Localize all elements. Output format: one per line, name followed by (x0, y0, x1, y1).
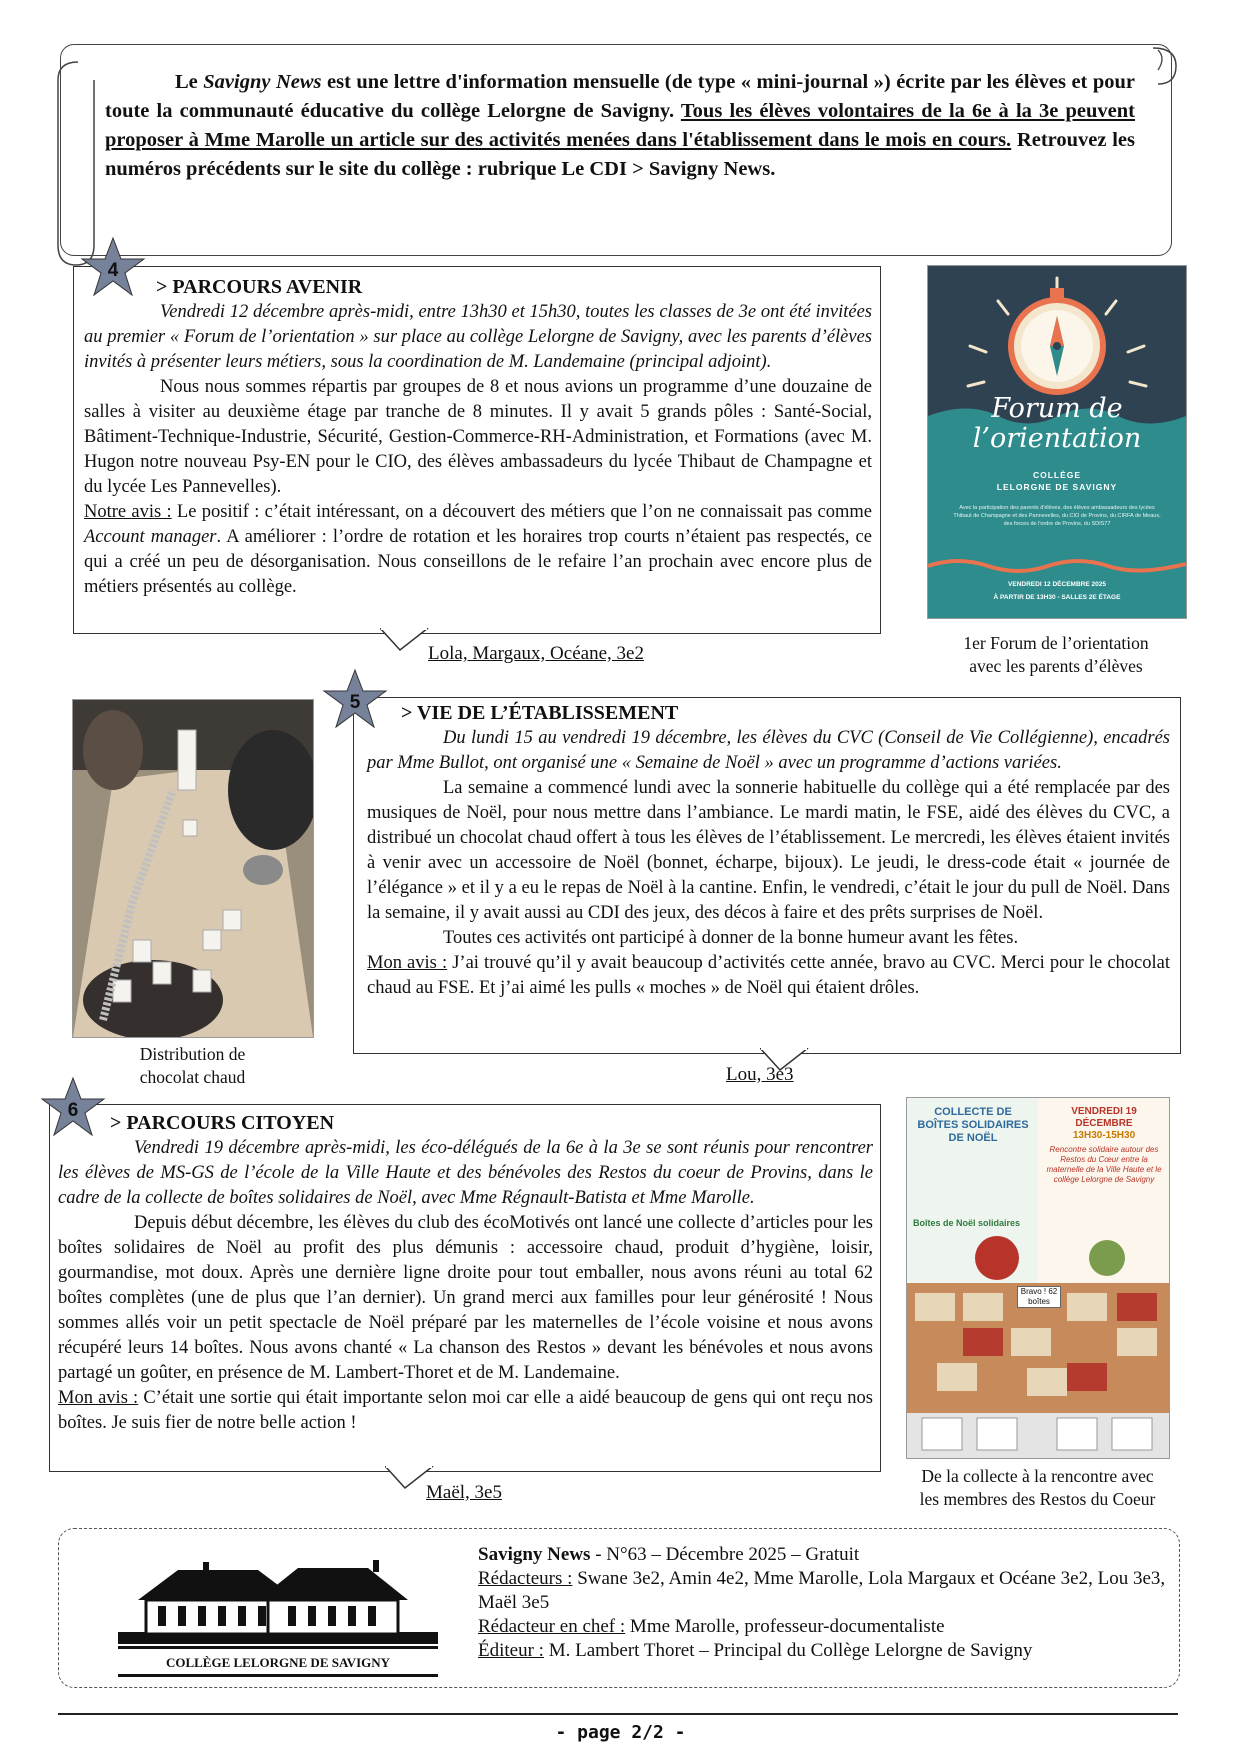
footer-divider (58, 1713, 1178, 1715)
svg-text:6: 6 (67, 1100, 79, 1121)
poster-sub-2: LELORGNE DE SAVIGNY (996, 482, 1118, 492)
poster-title-2: l’orientation (972, 423, 1142, 454)
intro-text: Le Savigny News est une lettre d'information mensuelle (de type « mini-journal ») écrite par les élèves et pour toute la communauté éducative du collège Lelorgne de Savigny. Tous les élèves volontaires de la 6e à la 3e peuvent proposer à Mme Marolle un article sur des activités menées dans l'établissement dans le mois en cours. Retrouvez les numéros précédents sur le site du collège : rubrique Le CDI > Savigny News. (105, 71, 1136, 180)
poster-title-1: Forum de (991, 393, 1123, 424)
article-4-text: > PARCOURS AVENIR Vendredi 12 décembre après-midi, entre 13h30 et 15h30, toutes les classes de 3e ont été invitées au premier « Forum de l’orientation » sur place au collège Lelorgne de Savigny, avec les parents d’élèves invités à présenter leurs métiers, sous la coordination de M. Landemaine (principal adjoint). Nous nous sommes répartis par groupes de 8 et nous avions un programme d’une douzaine de salles à visiter au deuxième étage par tranche de 8 minutes. Il y avait 5 grands pôles : Santé-Social, Bâtiment-Technique-Industrie, Sécurité, Gestion-Commerce-RH-Administration, et Formations (avec M. Hugon notre nouveau Psy-EN pour le CIO, des élèves ambassadeurs du lycée Thibaut de Champagne et du lycée Les Pannevelles). Notre avis : Le positif : c’était intéressant, on a découvert des métiers que l’on ne connaissait pas comme Account manager. A améliorer : l’ordre de rotation et les horaires trop courts n’étaient pas respectés, ce qui a créé un peu de désorganisation. Nous conseillons de le refaire l’an prochain avec encore plus de métiers présentés au collège. (84, 276, 872, 597)
college-building-logo (118, 1540, 438, 1680)
poster-small-text: Avec la participation des parents d'élèves, des élèves ambassadeurs des lycées Thibaut de Champagne et des Pannevelles, du CIO de Provins, du CIRFA de Meaux, des forces de l'ordre de Provins, du SDIS77 (953, 505, 1161, 527)
article-4-caption: 1er Forum de l’orientation avec les parents d’élèves (963, 633, 1149, 676)
flyer-right-title: Rencontre solidaire autour des Restos du Cœur entre la maternelle de la Ville Haute et le collège Lelorgne de Savigny (1046, 1145, 1162, 1184)
poster-date: VENDREDI 12 DÉCEMBRE 2025 (1008, 581, 1106, 588)
svg-text:4: 4 (107, 260, 119, 281)
flyer-left-sub: Boîtes de Noël solidaires (913, 1218, 1021, 1228)
article-6-author: Maël, 3e5 (426, 1482, 502, 1503)
article-6-caption: De la collecte à la rencontre avec les membres des Restos du Coeur (919, 1466, 1156, 1509)
poster-sub-1: COLLÈGE (1032, 470, 1082, 480)
svg-text:5: 5 (349, 692, 361, 713)
poster-time: À PARTIR DE 13H30 - SALLES 2E ÉTAGE (993, 594, 1121, 601)
flyer-left-title: COLLECTE DE BOÎTES SOLIDAIRES DE NOËL (917, 1106, 1029, 1144)
article-4-author: Lola, Margaux, Océane, 3e2 (428, 643, 644, 664)
collecte-flyer-image (906, 1097, 1170, 1459)
flyer-time: 13H30-15H30 (1072, 1130, 1136, 1141)
photo-illustration (73, 700, 313, 1037)
article-5-caption: Distribution de chocolat chaud (139, 1044, 246, 1087)
article-6-text: > PARCOURS CITOYEN Vendredi 19 décembre après-midi, les éco-délégués de la 6e à la 3e se sont réunis pour rencontrer les élèves de MS-GS de l’école de la Ville Haute et des bénévoles des Restos du coeur de Provins, dans le cadre de la collecte de boîtes solidaires de Noël, avec Mme Régnault-Batista et Mme Marolle. Depuis début décembre, les élèves du club des écoMotivés ont lancé une collecte d’articles pour les boîtes solidaires de Noël au profit des plus démunis : accessoire chaud, produit d’hygiène, loisir, gourmandise, mot doux. Après une dernière ligne droite pour tout emballer, nous avons réuni au total 62 boîtes complètes (une de plus que l’an dernier). Un grand merci aux familles pour leur générosité ! Nous sommes allés voir un petit spectacle de Noël préparé par les maternelles de l’école voisine et nous avons récupéré leurs 14 boîtes. Nous avons chanté « La chanson des Restos » devant les bénévoles et nous avons partagé un goûter, en présence de M. Lambert-Thoret et de M. Landemaine. Mon avis : C’était une sortie qui était importante selon moi car elle a aidé beaucoup de gens qui ont reçu nos boîtes. Je suis fier de notre belle action ! (58, 1112, 873, 1433)
page-number: - page 2/2 - (555, 1722, 686, 1743)
article-5-author: Lou, 3e3 (726, 1064, 794, 1085)
article-4-bubble-tail (380, 628, 430, 652)
flyer-box-label: Bravo ! 62 boîtes (1017, 1286, 1061, 1308)
hot-chocolate-photo (72, 699, 314, 1038)
flyer-date: VENDREDI 19 DÉCEMBRE (1071, 1106, 1137, 1129)
article-5-title: > VIE DE L’ÉTABLISSEMENT (401, 702, 679, 724)
article-6-title: > PARCOURS CITOYEN (110, 1112, 335, 1134)
logo-caption: COLLÈGE LELORGNE DE SAVIGNY (165, 1655, 391, 1670)
footer-text: Savigny News - N°63 – Décembre 2025 – Gratuit Rédacteurs : Swane 3e2, Amin 4e2, Mme Marolle, Lola Margaux et Océane 3e2, Lou 3e3, Maël 3e5 Rédacteur en chef : Mme Marolle, professeur-documentaliste Éditeur : M. Lambert Thoret – Principal du Collège Lelorgne de Savigny (478, 1544, 1166, 1661)
forum-poster-image (927, 265, 1187, 619)
article-4-title: > PARCOURS AVENIR (156, 276, 363, 298)
article-5-text: > VIE DE L’ÉTABLISSEMENT Du lundi 15 au vendredi 19 décembre, les élèves du CVC (Conseil de Vie Collégienne), encadrés par Mme Bullot, ont organisé une « Semaine de Noël » avec un programme d’actions variées. La semaine a commencé lundi avec la sonnerie habituelle du collège qui a été remplacée par des musiques de Noël, pour nous mettre dans l’ambiance. Le mardi matin, le FSE, aidé des élèves du CVC, a distribué un chocolat chaud offert à tous les élèves de l’établissement. Le mercredi, les élèves étaient invités à venir avec un accessoire de Noël (bonnet, écharpe, bijoux). Le jeudi, le dress-code était « journée de l’élégance » et il y a eu le repas de Noël à la cantine. Enfin, le vendredi, c’était le jour du pull de Noël. Dans la semaine, il y avait aussi au CDI des jeux, des décos à faire et des prêts surprises de Noël. Toutes ces activités ont participé à donner de la bonne humeur avant les fêtes. Mon avis : J’ai trouvé qu’il y avait beaucoup d’activités cette année, bravo au CVC. Merci pour le chocolat chaud au FSE. Et j’ai aimé les pulls « moches » de Noël qui étaient drôles. (367, 702, 1170, 998)
